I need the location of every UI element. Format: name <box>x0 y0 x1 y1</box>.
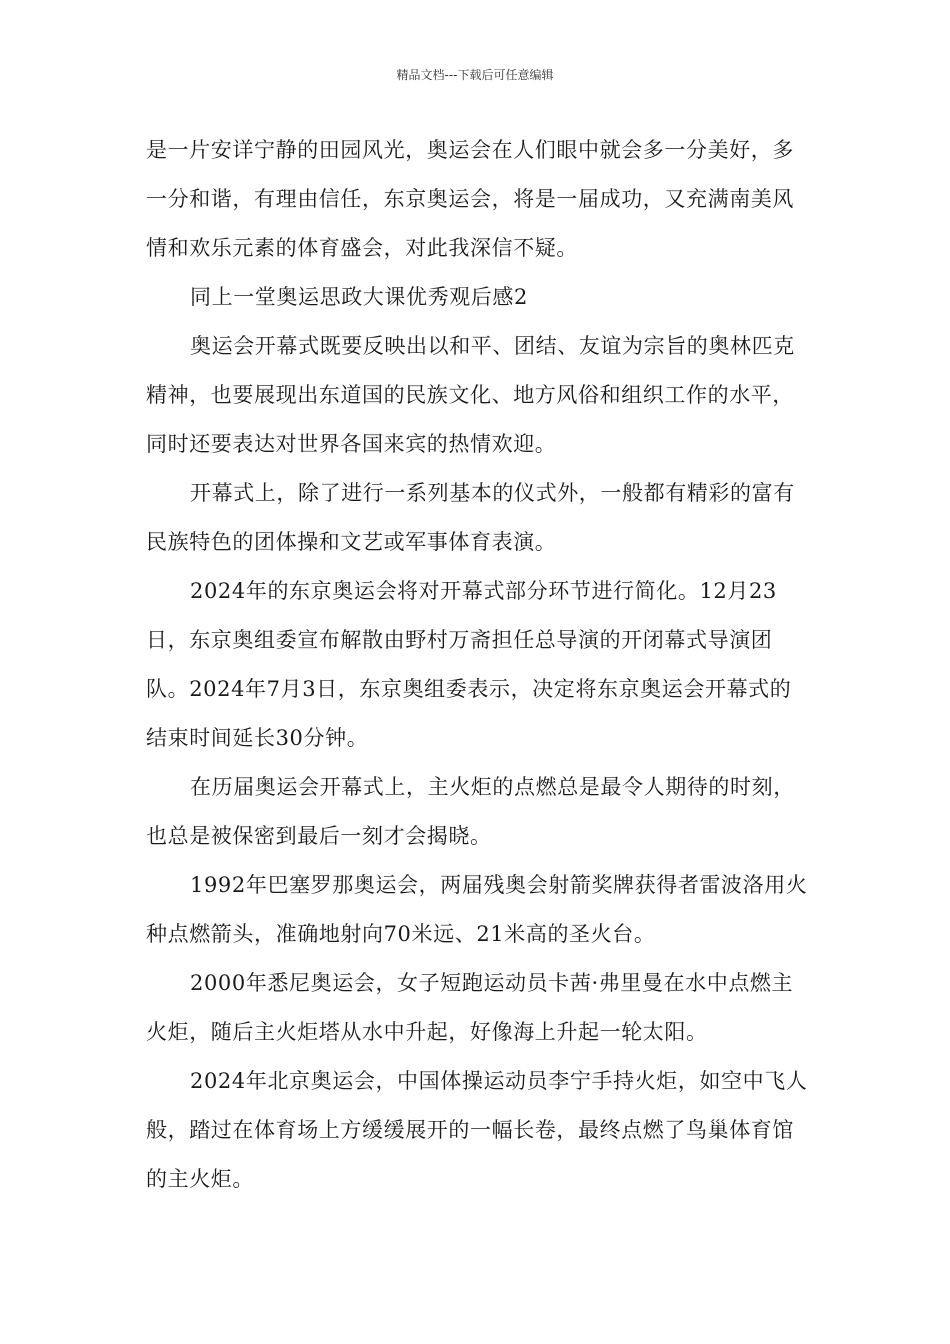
paragraph: 2000年悉尼奥运会，女子短跑运动员卡茜·弗里曼在水中点燃主火炬，随后主火炬塔从水中升起，好像海上升起一轮太阳。 <box>146 971 794 1044</box>
section-heading: 同上一堂奥运思政大课优秀观后感2 <box>190 285 528 309</box>
page-header: 精品文档---下载后可任意编辑 <box>396 68 554 82</box>
paragraph: 开幕式上，除了进行一系列基本的仪式外，一般都有精彩的富有民族特色的团体操和文艺或军事体育表演。 <box>146 481 795 554</box>
paragraph: 2024年的东京奥运会将对开幕式部分环节进行简化。12月23日，东京奥组委宣布解散由野村万斋担任总导演的开闭幕式导演团队。2024年7月3日，东京奥组委表示，决定将东京奥运会开幕式的结束时间延长30分钟。 <box>146 579 792 750</box>
paragraph: 在历届奥运会开幕式上，主火炬的点燃总是最令人期待的时刻，也总是被保密到最后一刻才会揭晓。 <box>146 775 795 848</box>
paragraph: 1992年巴塞罗那奥运会，两届残奥会射箭奖牌获得者雷波洛用火种点燃箭头，准确地射向70米远、21米高的圣火台。 <box>146 873 808 946</box>
paragraph: 奥运会开幕式既要反映出以和平、团结、友谊为宗旨的奥林匹克精神，也要展现出东道国的民族文化、地方风俗和组织工作的水平，同时还要表达对世界各国来宾的热情欢迎。 <box>146 334 795 456</box>
paragraph: 2024年北京奥运会，中国体操运动员李宁手持火炬，如空中飞人般，踏过在体育场上方缓缓展开的一幅长卷，最终点燃了鸟巢体育馆的主火炬。 <box>146 1069 808 1191</box>
paragraph-continuation: 是一片安详宁静的田园风光，奥运会在人们眼中就会多一分美好，多一分和谐，有理由信任，东京奥运会，将是一届成功，又充满南美风情和欢乐元素的体育盛会，对此我深信不疑。 <box>146 138 794 260</box>
document-body <box>146 126 810 1204</box>
